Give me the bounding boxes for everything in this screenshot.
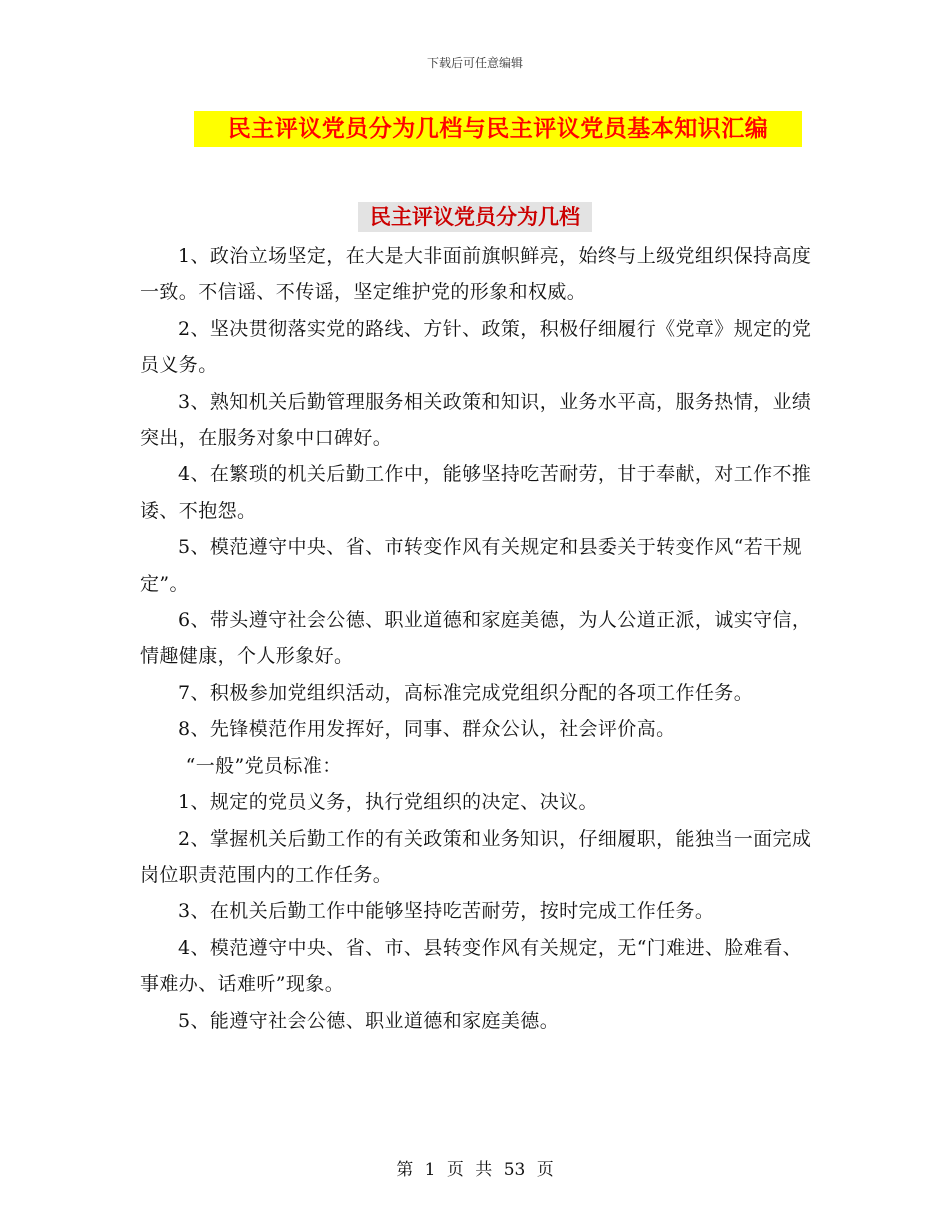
paragraph-item-8: 8、先锋模范作用发挥好，同事、群众公认，社会评价高。 [178,718,676,741]
document-body [140,238,820,1039]
section-title: 民主评议党员分为几档 [358,202,592,232]
general-item-1: 1、规定的党员义务，执行党组织的决定、决议。 [178,791,598,814]
page-number-footer: 第 1 页 共 53 页 [396,1160,554,1180]
paragraph-item-3: 3、熟知机关后勤管理服务相关政策和知识，业务水平高，服务热情，业绩突出，在服务对象中口碑好。 [140,390,812,450]
paragraph-item-6: 6、带头遵守社会公德、职业道德和家庭美德，为人公道正派，诚实守信，情趣健康，个人形象好。 [140,609,812,668]
paragraph-item-1: 1、政治立场坚定，在大是大非面前旗帜鲜亮，始终与上级党组织保持高度一致。不信谣、不传谣，坚定维护党的形象和权威。 [140,245,812,304]
paragraph-item-2: 2、坚决贯彻落实党的路线、方针、政策，积极仔细履行《党章》规定的党员义务。 [140,317,812,377]
general-item-5: 5、能遵守社会公德、职业道德和家庭美德。 [178,1009,560,1032]
paragraph-item-5: 5、模范遵守中央、省、市转变作风有关规定和县委关于转变作风“若干规定”。 [140,536,803,595]
paragraph-item-4: 4、在繁琐的机关后勤工作中，能够坚持吃苦耐劳，甘于奉献，对工作不推诿、不抱怨。 [140,463,812,522]
general-item-3: 3、在机关后勤工作中能够坚持吃苦耐劳，按时完成工作任务。 [178,900,715,923]
document-title: 民主评议党员分为几档与民主评议党员基本知识汇编 [194,111,802,147]
general-item-4: 4、模范遵守中央、省、市、县转变作风有关规定，无“门难进、脸难看、事难办、话难听”现象。 [140,936,803,996]
header-note: 下载后可任意编辑 [426,56,523,70]
paragraph-item-7: 7、积极参加党组织活动，高标准完成党组织分配的各项工作任务。 [178,681,754,704]
general-item-2: 2、掌握机关后勤工作的有关政策和业务知识，仔细履职，能独当一面完成岗位职责范围内的工作任务。 [140,827,812,886]
general-standard-heading: “一般”党员标准： [185,754,342,777]
